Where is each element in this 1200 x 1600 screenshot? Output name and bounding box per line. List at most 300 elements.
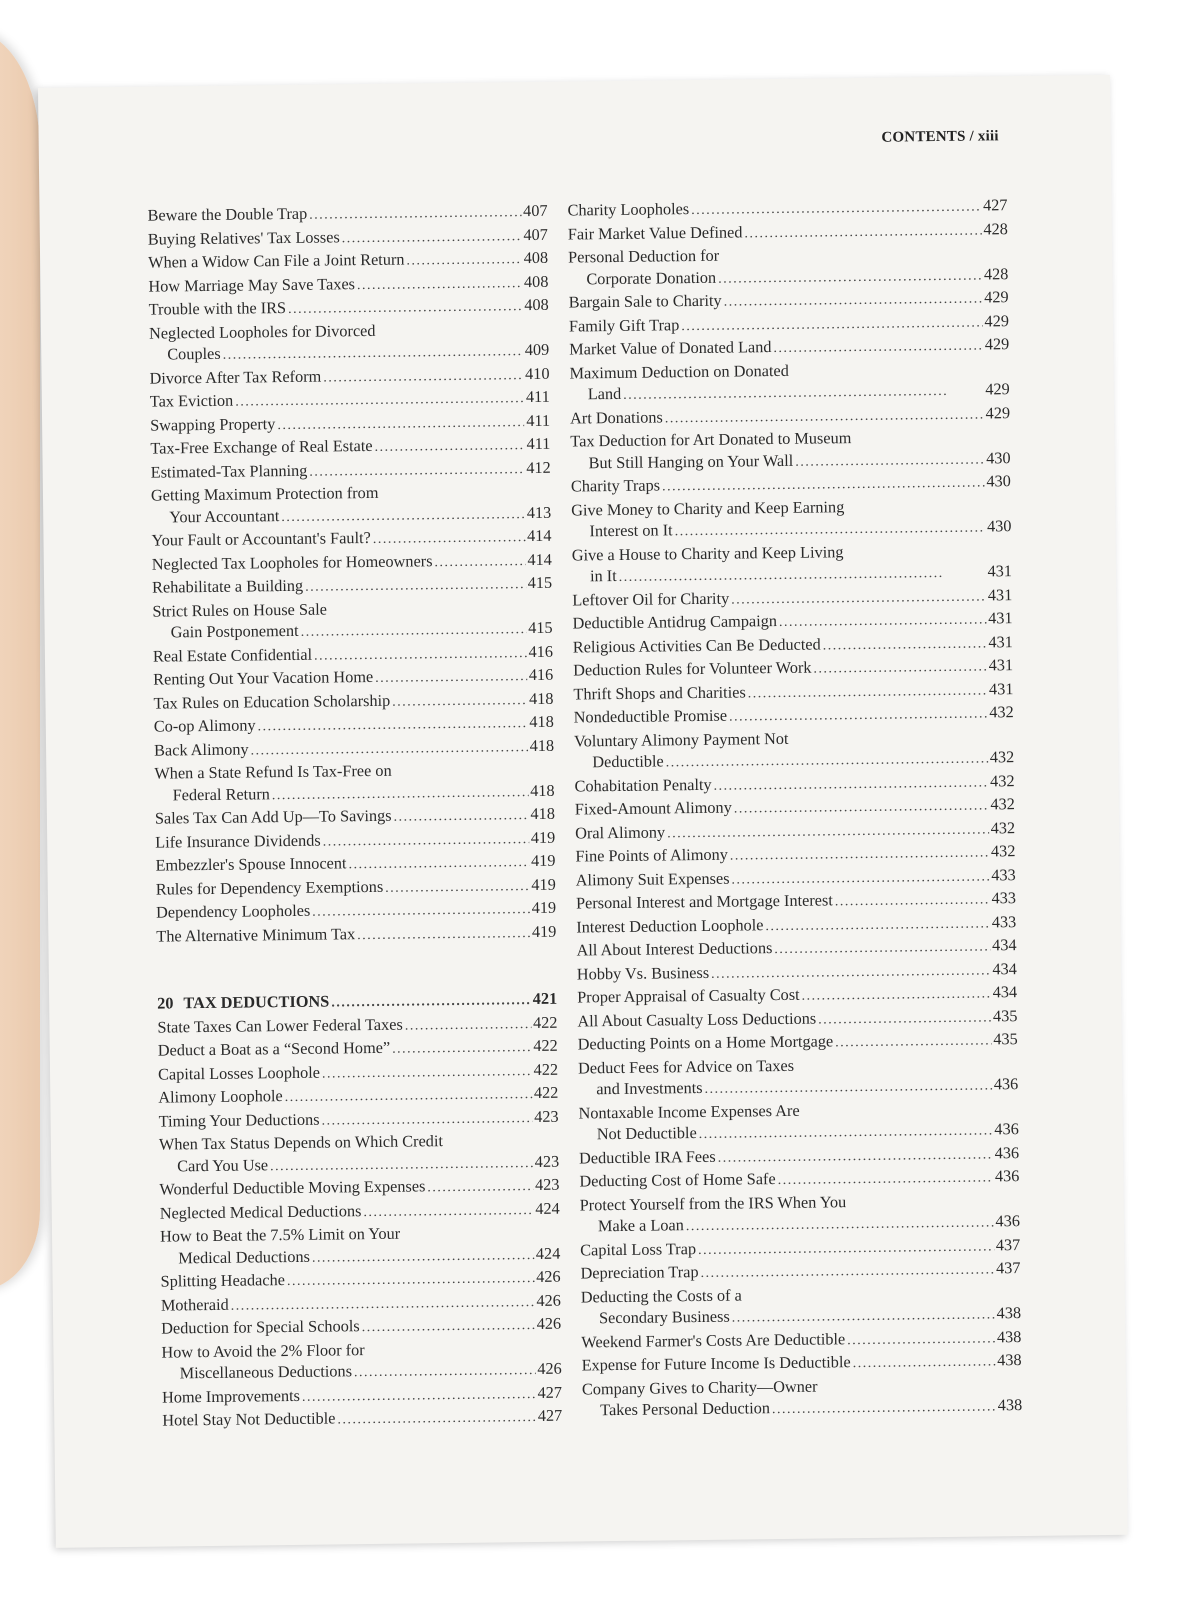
toc-page-number: 433 [991,888,1017,908]
toc-entry-title: Charity Traps [570,475,661,496]
toc-page-number: 431 [988,631,1013,651]
dot-leader [772,1396,996,1420]
toc-page-number: 427 [537,1382,563,1402]
dot-leader [393,805,528,828]
dot-leader [231,1292,535,1317]
toc-entry-title: Deduction for Special Schools [161,1316,360,1338]
toc-page-number: 423 [534,1106,559,1126]
toc-entry-title: How to Avoid the 2% Floor for [161,1339,365,1362]
toc-entry [162,1405,562,1433]
chapter-number: 20 [157,993,174,1013]
toc-entry-line [149,339,549,367]
dot-leader [305,574,526,598]
toc-entry-title: How Marriage May Save Taxes [148,273,356,296]
dot-leader [724,288,983,313]
toc-entry-line [156,897,556,925]
dot-leader [331,990,531,1014]
toc-entry-line [158,1082,558,1110]
toc-entry-title: Leftover Oil for Charity [572,588,730,610]
toc-page-number: 432 [989,702,1014,722]
dot-leader [257,713,527,738]
dot-leader [619,562,986,588]
toc-entry [161,1313,561,1341]
toc-entry-title: Fair Market Value Defined [567,221,743,244]
toc-page-number: 438 [997,1395,1023,1415]
toc-page-number: 428 [983,218,1008,238]
toc-page-number: 409 [524,339,550,360]
toc-entry-title: But Still Hanging on Your Wall [588,450,794,472]
toc-entry-line [155,850,555,878]
toc-entry [149,294,549,322]
toc-page-number: 438 [996,1303,1022,1323]
toc-entry-title: Swapping Property [150,413,276,435]
toc-entry-title: Hotel Stay Not Deductible [162,1408,336,1430]
dot-leader [662,472,985,497]
dot-leader [392,690,527,713]
toc-entry-title: Secondary Business [598,1306,730,1328]
toc-page-number: 415 [528,617,553,638]
toc-entry-line [151,501,551,529]
dot-leader [779,609,986,633]
toc-page-number: 422 [533,1035,558,1056]
toc-entry-title: Bargain Sale to Charity [568,290,722,312]
toc-page-number: 431 [987,561,1013,581]
dot-leader [802,983,991,1007]
toc-entry-title: Miscellaneous Deductions [179,1361,353,1383]
dot-leader [667,819,989,844]
toc-entry-title: Capital Losses Loophole [157,1062,321,1084]
dot-leader [272,782,529,807]
toc-entry-title: Getting Maximum Protection from [150,482,379,505]
toc-entry-line [157,1011,557,1039]
toc-page-number: 432 [989,770,1015,790]
toc-page-number: 431 [988,655,1014,675]
toc-page-number: 432 [990,841,1016,861]
toc-entry-title: Renting Out Your Vacation Home [153,666,374,689]
toc-entry-title: When Tax Status Depends on Which Credit [158,1131,444,1154]
toc-entry [150,433,550,461]
toc-entry-title: Couples [167,343,221,364]
toc-page-number: 414 [526,525,552,546]
toc-entry-line [151,456,551,484]
toc-entry-title: Your Fault or Accountant's Fault? [151,527,371,550]
toc-entry [570,425,1011,475]
toc-entry [152,548,552,576]
toc-entry-line [158,1058,558,1086]
toc-page-number: 429 [984,287,1009,307]
toc-page-number: 431 [988,608,1013,628]
toc-entry-title: Religious Activities Can Be Deducted [572,633,821,657]
toc-page-number: 434 [992,935,1017,955]
toc-entry-line [153,640,553,668]
toc-entry-line [158,1105,558,1133]
dot-leader [342,226,522,250]
toc-entry-line [160,1242,560,1270]
toc-entry-line [582,1394,1022,1423]
toc-entry-title: Tax-Free Exchange of Real Estate [150,435,373,458]
toc-entry-title: Nontaxable Income Expenses Are [578,1100,800,1122]
toc-entry-line [155,779,555,807]
toc-entry [154,711,554,739]
toc-entry-line [156,920,556,948]
toc-entry-title: Hobby Vs. Business [576,962,710,983]
toc-entry [150,386,550,414]
toc-entry-title: Life Insurance Dividends [155,830,321,852]
dot-leader [623,380,983,406]
toc-page-number: 436 [993,1074,1019,1094]
dot-leader [323,365,523,389]
dot-leader [322,1061,532,1085]
toc-left-column [147,200,562,1433]
dot-leader [309,202,521,226]
dot-leader [731,586,986,611]
toc-page-number: 423 [534,1174,560,1195]
toc-entry [151,525,551,553]
toc-entry-title: Tax Eviction [149,390,234,411]
toc-entry-title: State Taxes Can Lower Federal Taxes [157,1014,403,1037]
toc-page-number: 438 [997,1350,1022,1370]
toc-entry-title: Estimated-Tax Planning [150,460,308,482]
toc-page-number: 414 [527,549,552,569]
toc-entry-title: Corporate Donation [586,267,717,288]
toc-page-number: 426 [536,1290,561,1310]
toc-entry-title: Deducting Cost of Home Safe [579,1169,776,1191]
dot-leader [357,273,522,297]
toc-entry-title: Deductible [592,751,664,772]
running-head: CONTENTS / xiii [881,128,999,146]
toc-entry-title: Deducting the Costs of a [580,1284,742,1306]
dot-leader [718,265,982,290]
toc-page-number: 415 [527,572,553,593]
toc-entry-title: in It [589,565,617,586]
toc-entry-title: Timing Your Deductions [158,1109,320,1131]
toc-entry-line [150,433,550,461]
toc-entry-line [154,734,554,762]
toc-entry-title: Buying Relatives' Tax Losses [147,226,340,249]
toc-entry-title: Deduct a Boat as a “Second Home” [157,1037,391,1060]
dot-leader [675,517,986,542]
toc-entry [158,1058,558,1086]
toc-entry-line [153,687,553,715]
toc-page-number: 418 [530,780,555,800]
toc-entry-line [161,1289,561,1317]
toc-page-number: 407 [522,200,548,221]
toc-page-number: 411 [526,410,551,430]
toc-entry [153,640,553,668]
toc-page-number: 435 [992,1005,1018,1025]
toc-entry-title: Land [587,383,622,404]
toc-page-number: 432 [989,747,1015,767]
toc-page-number: 418 [530,803,556,824]
toc-entry-title: Cohabitation Penalty [574,774,712,795]
toc-entry-title: All About Interest Deductions [576,938,773,960]
toc-page-number: 428 [983,263,1009,283]
dot-leader [281,504,525,528]
toc-entry-title: Proper Appraisal of Casualty Cost [577,984,800,1007]
toc-entry [160,1197,560,1225]
toc-page-number: 419 [531,874,556,894]
toc-entry-line [156,873,556,901]
toc-entry-title: Divorce After Tax Reform [149,366,322,388]
toc-entry-title: Your Accountant [169,505,280,526]
toc-page-number: 426 [536,1266,561,1287]
dot-leader [223,341,523,366]
toc-page-number: 419 [530,850,556,871]
dot-leader [285,1084,532,1109]
dot-leader [301,619,527,643]
toc-page-number: 433 [991,864,1016,884]
toc-entry-line [158,1035,558,1063]
toc-entry [162,1381,562,1409]
section-gap [157,944,558,993]
dot-leader [392,1037,531,1060]
toc-page-number: 411 [526,433,551,454]
toc-entry-title: Give a House to Charity and Keep Living [571,541,844,565]
toc-entry [156,873,556,901]
dot-leader [287,1268,534,1293]
toc-page-number: 419 [531,921,557,941]
toc-entry [148,223,548,251]
toc-entry-title: How to Beat the 7.5% Limit on Your [159,1223,401,1246]
toc-entry-title: Rehabilitate a Building [151,575,304,597]
dot-leader [288,296,522,320]
toc-page-number: 429 [985,402,1011,422]
dot-leader [713,772,988,797]
toc-entry-title: Co-op Alimony [153,715,256,736]
toc-entry [153,664,553,692]
dot-leader [309,459,524,483]
toc-entry-line [159,1174,559,1202]
toc-entry-title: Deducting Points on a Home Mortgage [577,1031,834,1054]
dot-leader [373,527,526,550]
toc-entry-title: Voluntary Alimony Payment Not [573,728,789,750]
chapter-page-number: 421 [532,988,558,1009]
toc-entry-title: Tax Deduction for Art Donated to Museum [570,428,852,451]
toc-entry-line [149,362,549,390]
toc-entry-title: Beware the Double Trap [147,203,308,225]
dot-leader [666,748,988,773]
dot-leader [699,1120,993,1145]
dot-leader [730,842,989,867]
dot-leader [427,1176,533,1199]
toc-entry-title: When a Widow Can File a Joint Return [148,249,405,272]
toc-entry-title: Market Value of Donated Land [569,337,772,359]
toc-entry-line [150,386,550,414]
toc-entry-title: Strict Rules on House Sale [152,599,328,621]
toc-page-number: 411 [525,386,550,407]
toc-page-number: 416 [528,664,554,685]
toc-entry [149,317,550,367]
dot-leader [405,1014,531,1037]
toc-entry-title: Neglected Medical Deductions [159,1200,362,1223]
toc-entry-title: All About Casualty Loss Deductions [577,1008,817,1030]
dot-leader [250,737,527,762]
toc-page-number: 432 [990,817,1016,837]
toc-entry [582,1373,1023,1423]
dot-leader [731,866,989,891]
chapter-line [157,988,557,1016]
toc-entry-title: Oral Alimony [575,821,666,842]
toc-entry-line [148,247,548,275]
toc-page-number: 437 [995,1234,1021,1254]
toc-entry [154,758,555,808]
toc-entry-line [155,826,555,854]
toc-entry [152,595,553,645]
toc-page-number: 407 [523,224,548,244]
dot-leader [691,196,981,221]
toc-entry-title: Alimony Loophole [158,1086,283,1107]
toc-entry-title: Home Improvements [161,1385,301,1407]
toc-entry [161,1336,562,1386]
toc-page-number: 436 [994,1119,1019,1139]
toc-entry-line [155,803,555,831]
dot-leader [774,936,990,960]
toc-entry [568,241,1009,291]
toc-entry-title: The Alternative Minimum Tax [156,923,356,946]
toc-page-number: 431 [987,584,1013,604]
toc-entry [156,920,556,948]
toc-entry [160,1266,560,1294]
dot-leader [732,1304,995,1329]
toc-entry [158,1035,558,1063]
toc-entry-title: Weekend Farmer's Costs Are Deductible [581,1328,846,1351]
toc-page-number: 435 [993,1029,1018,1049]
toc-page-number: 434 [992,982,1018,1002]
toc-entry-line [151,525,551,553]
dot-leader [321,1108,532,1132]
toc-entry-title: Trouble with the IRS [148,297,287,319]
toc-entry-line [152,572,552,600]
dot-leader [312,1245,534,1269]
toc-entry [160,1221,561,1271]
dot-leader [312,899,530,923]
toc-page-number: 408 [523,271,549,291]
dot-leader [700,1259,994,1284]
toc-entry [578,1052,1019,1102]
toc-page-number: 419 [531,897,557,918]
dot-leader [853,1351,996,1374]
toc-entry [578,1097,1019,1147]
dot-leader [835,1030,991,1053]
toc-page-number: 433 [991,911,1017,931]
toc-entry [152,572,552,600]
dot-leader [323,829,529,853]
toc-entry-line [160,1197,560,1225]
toc-entry-title: Fixed-Amount Alimony [574,797,732,819]
toc-page-number: 419 [530,827,556,847]
toc-entry-line [159,1150,559,1178]
toc-entry-line [160,1266,560,1294]
dot-leader [374,435,524,458]
toc-entry-line [152,548,552,576]
toc-entry [155,826,555,854]
toc-entry [159,1174,559,1202]
toc-page-number: 413 [526,502,552,522]
toc-entry-title: Company Gives to Charity—Owner [581,1376,818,1398]
toc-page-number: 422 [532,1012,558,1032]
toc-entry-title: Embezzler's Spouse Innocent [155,853,347,875]
toc-page-number: 416 [528,641,554,661]
dot-leader [362,1315,535,1339]
toc-entry [571,494,1012,544]
dot-leader [778,1167,994,1191]
toc-entry [159,1129,560,1179]
dot-leader [363,1200,533,1224]
toc-entry-title: Splitting Headache [160,1270,286,1291]
toc-entry-title: Medical Deductions [178,1246,310,1267]
toc-entry-line [150,409,550,437]
dot-leader [665,404,984,429]
toc-page-number: 422 [533,1082,559,1103]
toc-page-number: 418 [529,711,554,732]
toc-entry [569,357,1010,407]
dot-leader [847,1328,995,1351]
toc-entry-title: Tax Rules on Education Scholarship [153,690,391,713]
toc-page-number: 436 [994,1166,1020,1186]
toc-entry-title: Sales Tax Can Add Up—To Savings [154,805,392,828]
toc-entry-title: When a State Refund Is Tax-Free on [154,760,392,783]
toc-entry-title: Nondeductible Promise [573,705,728,727]
toc-page-number: 418 [529,735,555,755]
toc-entry-title: Alimony Suit Expenses [575,868,730,889]
toc-entry [153,687,553,715]
previous-page-edge [0,30,40,1290]
toc-page-number: 431 [988,678,1014,698]
toc-entry-title: Make a Loan [597,1215,684,1236]
toc-page-number: 437 [995,1258,1021,1278]
toc-entry [574,725,1015,775]
toc-entry-line [162,1405,562,1433]
toc-page-number: 434 [992,958,1017,978]
toc-entry [151,480,552,530]
toc-page-number: 430 [986,447,1011,467]
toc-entry-title: Not Deductible [596,1123,697,1144]
toc-entry [158,1082,558,1110]
toc-entry-line [161,1313,561,1341]
toc-entry [150,409,550,437]
toc-entry-title: Family Gift Trap [568,314,680,336]
toc-page-number: 429 [985,379,1010,399]
toc-page-number: 410 [524,363,550,383]
dot-leader [718,1144,993,1169]
toc-left-list [147,200,556,949]
toc-right-list [567,194,1022,1423]
toc-entry-title: Real Estate Confidential [152,644,313,666]
toc-entry [148,270,548,298]
toc-entry-line [162,1381,562,1409]
dot-leader [348,852,529,876]
toc-page-number: 432 [990,794,1015,814]
dot-leader [835,889,990,912]
toc-page-number: 412 [526,457,551,477]
toc-entry-title: Art Donations [569,406,663,428]
toc-entry [155,850,555,878]
toc-entry-title: Interest on It [589,520,673,541]
dot-leader [765,913,990,937]
toc-entry [580,1189,1021,1239]
toc-page-number: 427 [537,1405,563,1425]
dot-leader [337,1407,536,1431]
toc-entry [147,200,547,228]
dot-leader [711,960,991,985]
toc-entry-title: Rules for Dependency Exemptions [155,876,384,899]
dot-leader [698,1236,994,1261]
toc-page-number: 438 [996,1326,1022,1346]
toc-page-number: 430 [986,471,1011,491]
dot-leader [704,1075,992,1100]
toc-page-number: 424 [535,1243,561,1263]
dot-leader [314,643,527,667]
